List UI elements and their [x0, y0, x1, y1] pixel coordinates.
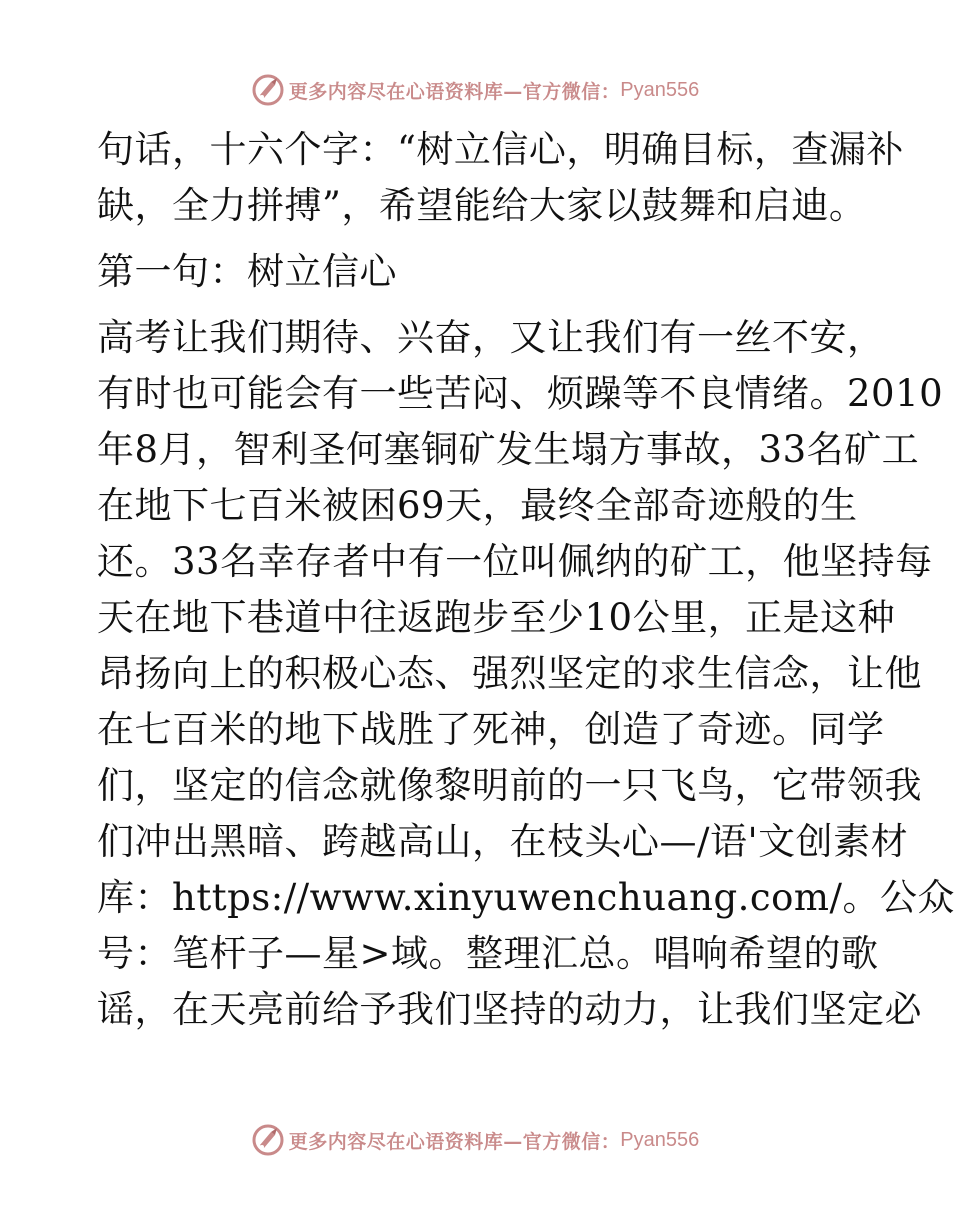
- text-line: 们冲出黑暗、跨越高山，在枝头心—/语'文创素材: [97, 820, 909, 863]
- logo-icon: [251, 73, 285, 107]
- banner-wechat-id: Pyan556: [620, 78, 700, 101]
- banner-text: 更多内容尽在心语资料库—官方微信：: [288, 1130, 621, 1153]
- text-line: 库：https://www.xinyuwenchuang.com/。公众: [97, 876, 955, 919]
- section-heading: 第一句：树立信心: [97, 250, 397, 293]
- document-body: [97, 122, 955, 1038]
- banner-text: 更多内容尽在心语资料库—官方微信：: [288, 80, 621, 103]
- text-line: 缺，全力拼搏”，希望能给大家以鼓舞和启迪。: [97, 184, 867, 227]
- text-line: 高考让我们期待、兴奋，又让我们有一丝不安，: [97, 316, 885, 359]
- text-line: 在七百米的地下战胜了死神，创造了奇迹。同学: [97, 708, 885, 751]
- text-line: 年8月，智利圣何塞铜矿发生塌方事故，33名矿工: [97, 428, 920, 471]
- footer-watermark-banner: [0, 1122, 950, 1158]
- logo-icon: [251, 1123, 285, 1157]
- text-line: 有时也可能会有一些苦闷、烦躁等不良情绪。2010: [97, 372, 944, 415]
- text-line: 句话，十六个字：“树立信心，明确目标，查漏补: [97, 128, 904, 171]
- text-line: 在地下七百米被困69天，最终全部奇迹般的生: [97, 484, 858, 527]
- text-line: 天在地下巷道中往返跑步至少10公里，正是这种: [97, 596, 896, 639]
- text-line: 号：笔杆子—星>域。整理汇总。唱响希望的歌: [97, 932, 879, 975]
- header-watermark-banner: [0, 72, 950, 108]
- banner-wechat-id: Pyan556: [620, 1128, 700, 1151]
- text-line: 还。33名幸存者中有一位叫佩纳的矿工，他坚持每: [97, 540, 933, 583]
- text-line: 昂扬向上的积极心态、强烈坚定的求生信念，让他: [97, 652, 922, 695]
- text-line: 谣，在天亮前给予我们坚持的动力，让我们坚定必: [97, 988, 922, 1031]
- text-line: 们，坚定的信念就像黎明前的一只飞鸟，它带领我: [97, 764, 922, 807]
